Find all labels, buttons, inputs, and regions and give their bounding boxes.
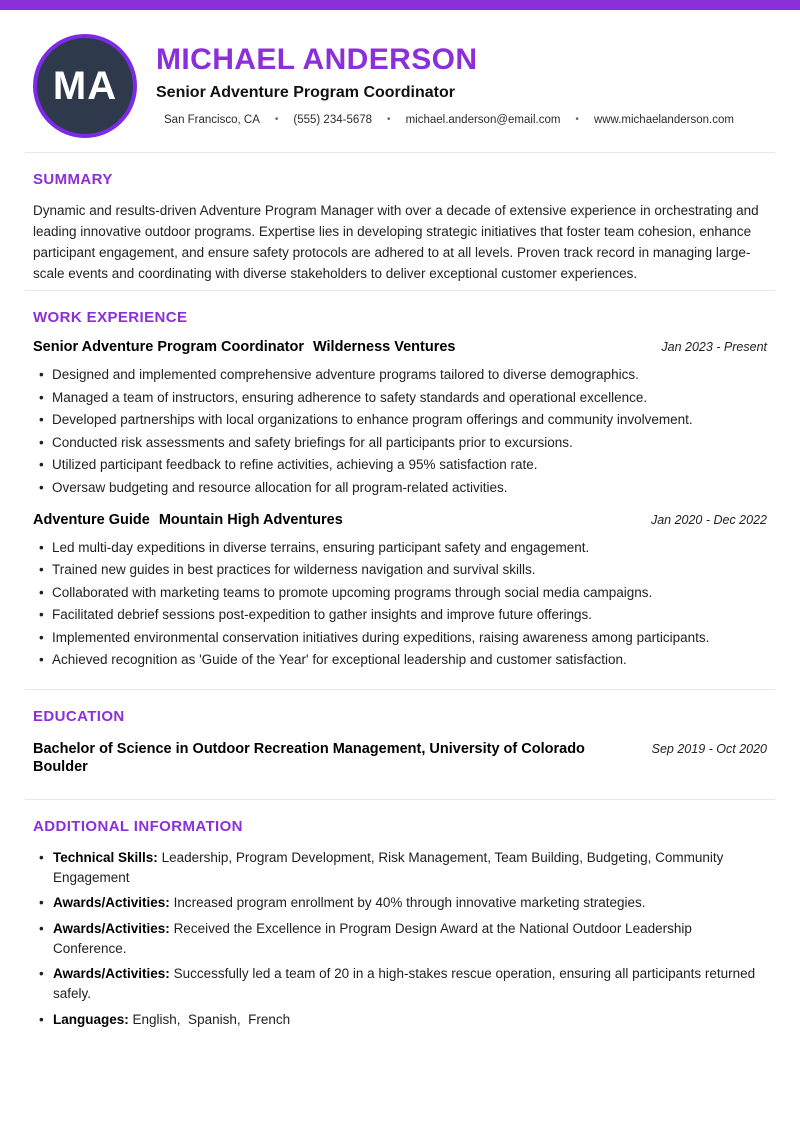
bullet-item: • Facilitated debrief sessions post-expedition to gather insights and improve future offerings. xyxy=(52,605,767,625)
info-item-languages xyxy=(53,1010,767,1030)
resume-header xyxy=(0,10,800,152)
info-item-awards xyxy=(53,964,767,1004)
section-work-experience xyxy=(0,291,800,689)
bullet-item: • Managed a team of instructors, ensuring adherence to safety standards and operational excellence. xyxy=(52,388,767,408)
name-heading: MICHAEL ANDERSON xyxy=(156,43,478,76)
contact-location: San Francisco, CA xyxy=(164,114,260,126)
info-text: Successfully led a team of 20 in a high-stakes rescue operation, ensuring all participants returned safely. xyxy=(53,966,759,1001)
bullet-item: • Oversaw budgeting and resource allocation for all program-related activities. xyxy=(52,478,767,498)
avatar-initials: MA xyxy=(52,63,118,108)
contact-email: michael.anderson@email.com xyxy=(405,114,561,126)
education-dates: Sep 2019 - Oct 2020 xyxy=(651,741,767,756)
bullet-item: • Utilized participant feedback to refine activities, achieving a 95% satisfaction rate. xyxy=(52,455,767,475)
bullet-item: • Designed and implemented comprehensive adventure programs tailored to diverse demographics. xyxy=(52,365,767,385)
contact-phone: (555) 234-5678 xyxy=(293,114,373,126)
info-label: Awards/Activities: xyxy=(53,966,170,981)
job-company: Wilderness Ventures xyxy=(312,339,456,355)
header-job-title: Senior Adventure Program Coordinator xyxy=(156,84,455,101)
degree-title: Bachelor of Science in Outdoor Recreation Management, University of Colorado Boulder xyxy=(33,740,585,775)
summary-text: Dynamic and results-driven Adventure Program Manager with over a decade of extensive experience in orchestrating and leading innovative outdoor programs. Expertise lies in developing strategic initiatives that foster team cohesion, enhance participant engagement, and ensure safety protocols are adhered to at all levels. Proven track record in managing large-scale events and coordinating with diverse stakeholders to deliver exceptional customer experiences. xyxy=(33,203,759,281)
bullet-item: • Trained new guides in best practices for wilderness navigation and survival skills. xyxy=(52,560,767,580)
info-label: Awards/Activities: xyxy=(53,895,170,910)
job-dates: Jan 2020 - Dec 2022 xyxy=(650,512,767,527)
separator-dot: • xyxy=(387,114,391,125)
job-dates: Jan 2023 - Present xyxy=(661,340,767,354)
job-company: Mountain High Adventures xyxy=(158,511,343,528)
separator-dot: • xyxy=(274,114,279,125)
header-text xyxy=(156,34,734,126)
contact-website: www.michaelanderson.com xyxy=(593,114,734,126)
separator-dot: • xyxy=(575,114,579,125)
info-label: Technical Skills: xyxy=(53,849,158,865)
section-additional-information xyxy=(0,800,800,1042)
info-item-awards xyxy=(53,919,767,959)
section-summary xyxy=(0,153,800,290)
work-experience-heading: WORK EXPERIENCE xyxy=(33,309,188,326)
additional-info-list xyxy=(33,848,767,1030)
job-header xyxy=(33,511,767,529)
additional-information-heading: ADDITIONAL INFORMATION xyxy=(33,817,243,835)
job-position: Senior Adventure Program Coordinator xyxy=(33,339,304,355)
summary-heading: SUMMARY xyxy=(33,171,113,188)
info-item-awards xyxy=(53,893,767,913)
info-label: Awards/Activities: xyxy=(53,920,170,936)
job-header xyxy=(33,338,767,356)
bullet-item: • Conducted risk assessments and safety briefings for all participants prior to excursions. xyxy=(52,433,767,453)
section-education xyxy=(0,690,800,799)
info-text: Received the Excellence in Program Design Award at the National Outdoor Leadership Conference. xyxy=(53,920,696,956)
job-titleline xyxy=(33,338,455,356)
info-item-technical-skills xyxy=(53,848,767,888)
job-bullet-list xyxy=(33,365,767,498)
info-label: Languages: xyxy=(53,1011,129,1027)
bullet-item: • Collaborated with marketing teams to promote upcoming programs through social media campaigns. xyxy=(52,583,767,603)
job-titleline xyxy=(33,511,343,529)
avatar xyxy=(33,34,137,138)
top-accent-bar xyxy=(0,0,800,10)
education-heading: EDUCATION xyxy=(33,707,125,725)
job-position: Adventure Guide xyxy=(33,511,150,528)
info-text: Leadership, Program Development, Risk Management, Team Building, Budgeting, Community Engagement xyxy=(53,849,728,885)
education-entry xyxy=(33,740,767,776)
info-text: English, Spanish, French xyxy=(132,1011,291,1027)
bullet-item: • Implemented environmental conservation initiatives during expeditions, raising awareness among participants. xyxy=(52,628,767,648)
contact-row xyxy=(164,114,734,126)
bullet-item: • Achieved recognition as 'Guide of the Year' for exceptional leadership and customer satisfaction. xyxy=(52,650,767,670)
bullet-item: • Led multi-day expeditions in diverse terrains, ensuring participant safety and engagement. xyxy=(52,538,767,558)
job-bullet-list xyxy=(33,538,767,671)
info-text: Increased program enrollment by 40% through innovative marketing strategies. xyxy=(173,895,646,910)
bullet-item: • Developed partnerships with local organizations to enhance program offerings and community involvement. xyxy=(52,410,767,430)
